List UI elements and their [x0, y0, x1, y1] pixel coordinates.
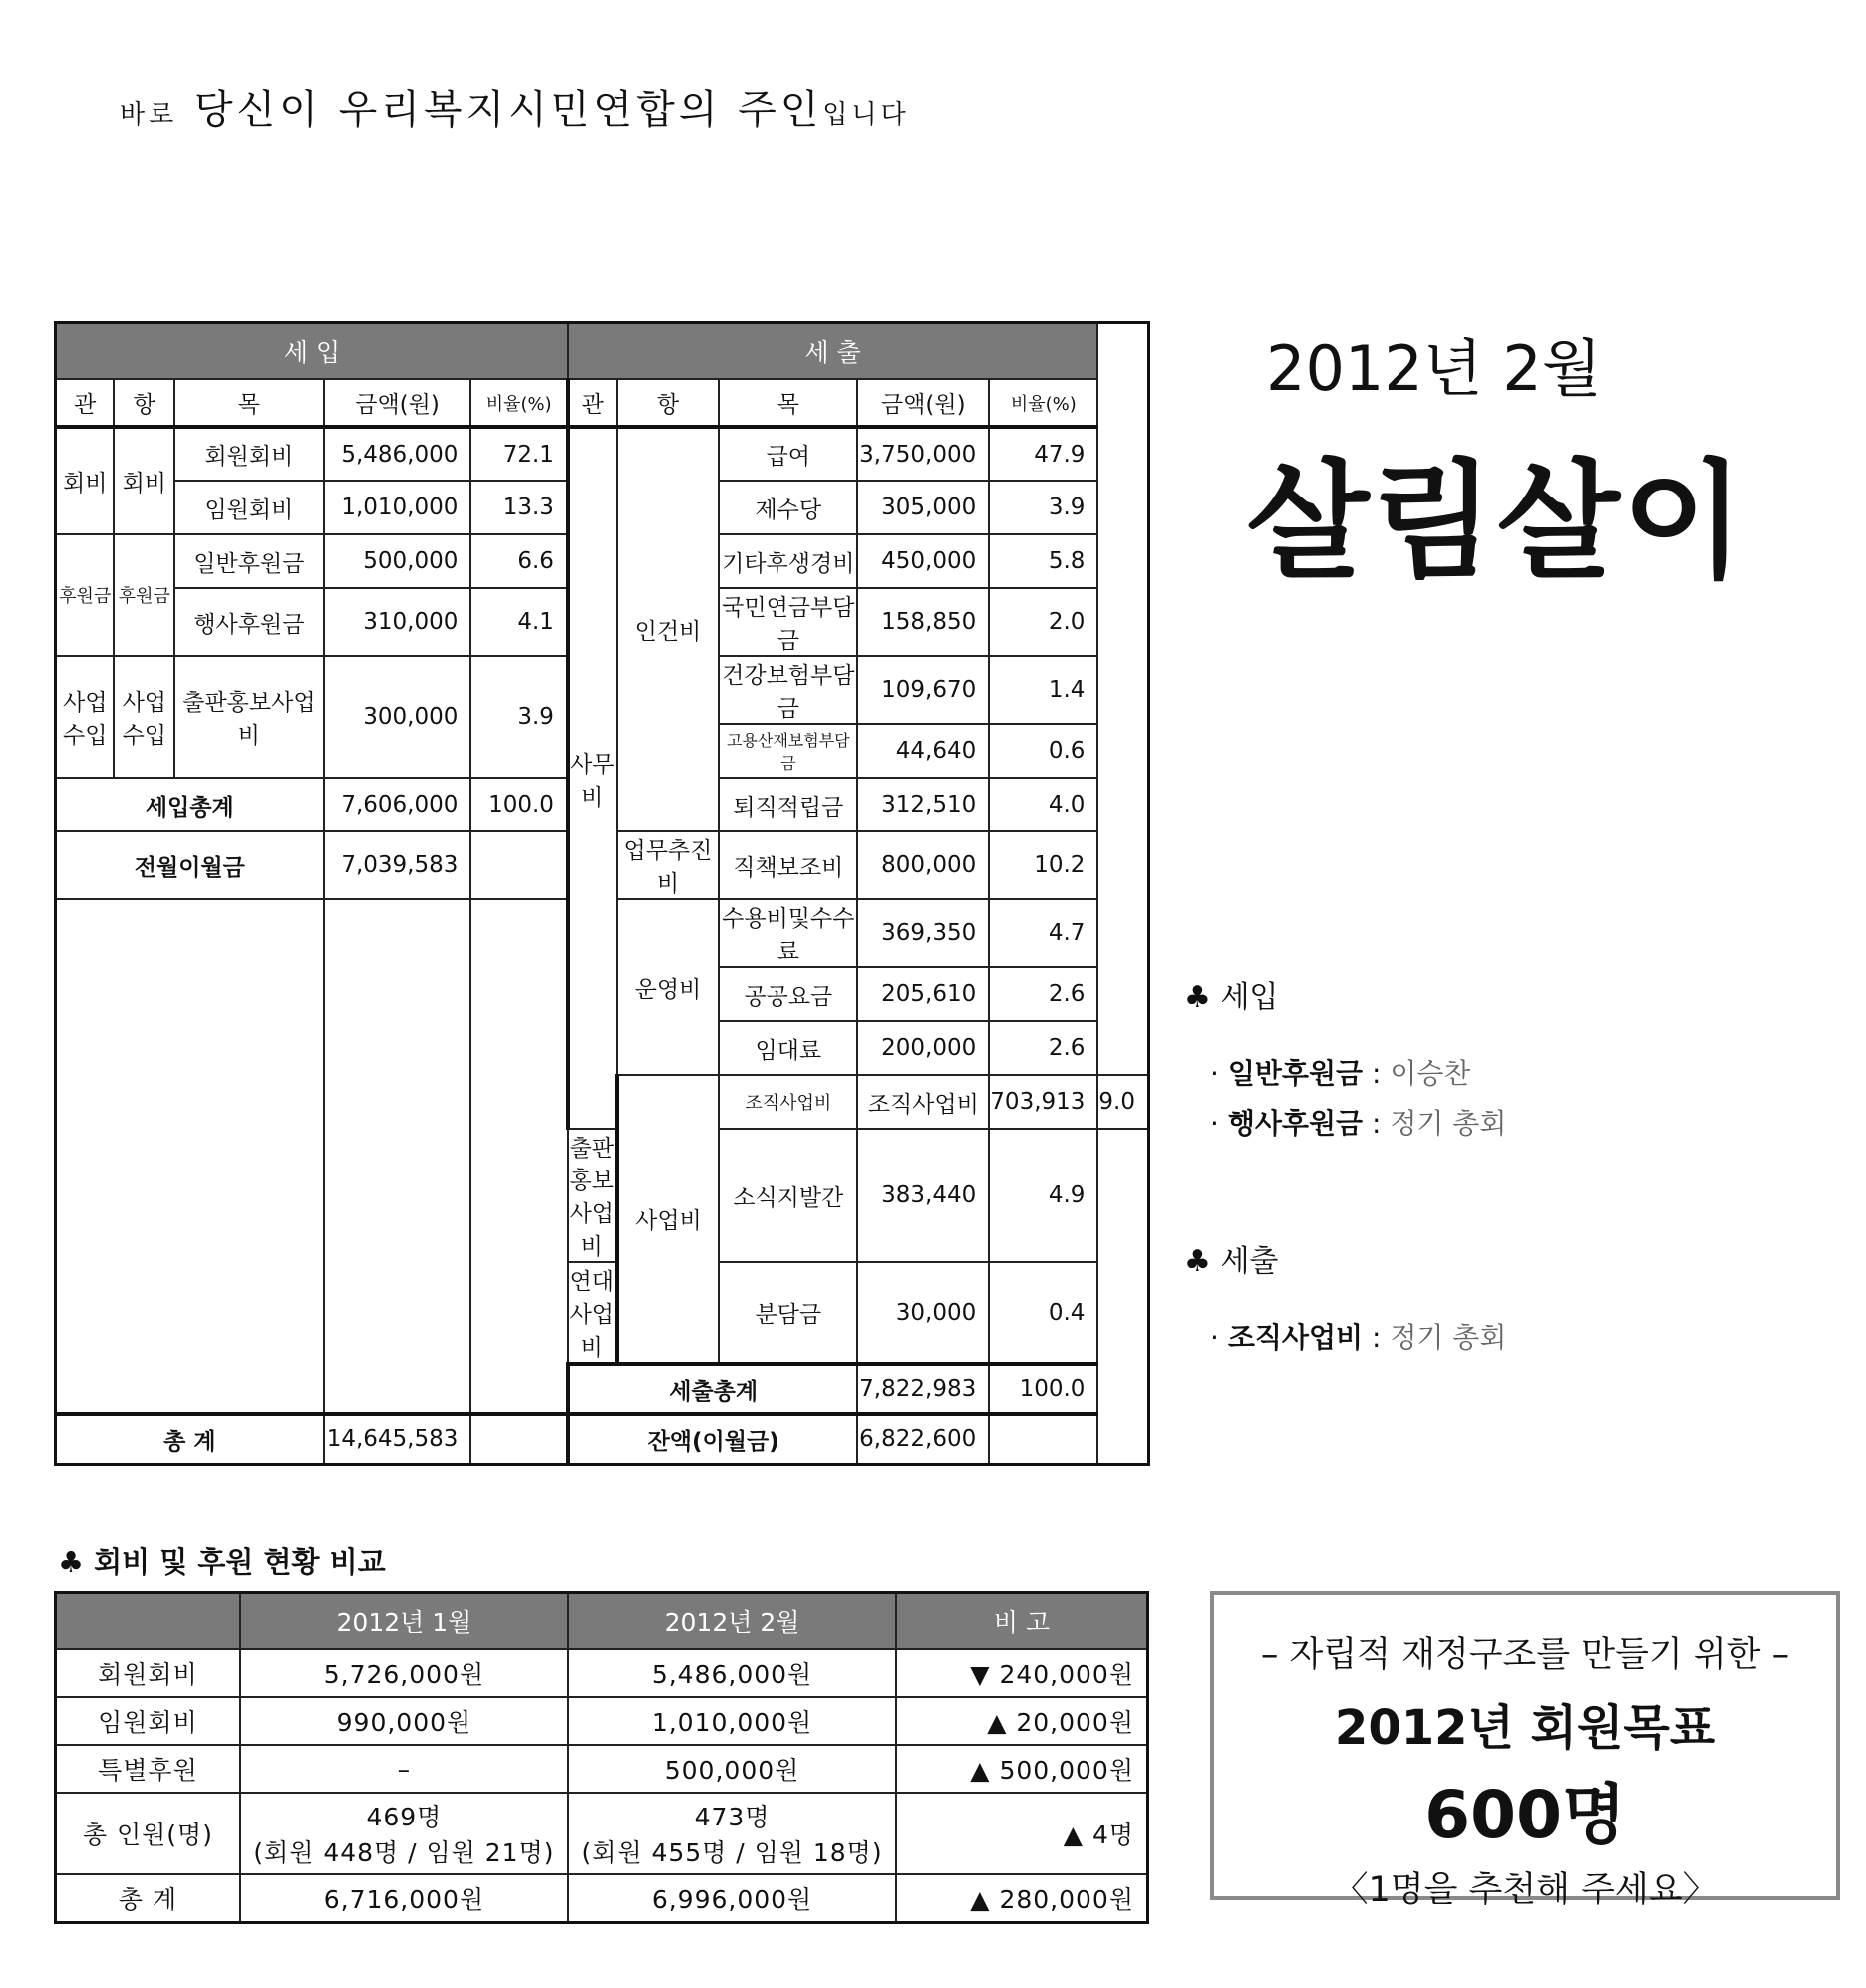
income-header: 세 입: [56, 323, 568, 380]
expense-ratio: 9.0: [1097, 1075, 1148, 1129]
expense-amount: 200,000: [857, 1021, 989, 1075]
row-label: 회원회비: [56, 1649, 240, 1697]
expense-header: 세 출: [568, 323, 1097, 380]
note-value: 정기 총회: [1390, 1107, 1507, 1140]
row-label: 특별후원: [56, 1745, 240, 1793]
expense-ratio: 4.7: [989, 899, 1097, 967]
goal-request: 〈1명을 추천해 주세요〉: [1333, 1870, 1717, 1910]
income-hang: 사업수입: [114, 656, 174, 778]
income-ratio: 3.9: [470, 656, 568, 778]
jan-value: 990,000원: [240, 1697, 568, 1745]
expense-ratio: 0.6: [989, 724, 1097, 778]
col-gwan: 관: [56, 379, 115, 427]
expense-mok: 급여: [719, 427, 857, 481]
feb-value: 5,486,000원: [568, 1649, 896, 1697]
expense-ratio: 4.9: [989, 1129, 1097, 1262]
col-amount: 금액(원): [857, 379, 989, 427]
income-ratio: 4.1: [470, 588, 568, 656]
expense-mok: 공공요금: [719, 967, 857, 1021]
income-amount: 310,000: [324, 588, 471, 656]
expense-ratio: 10.2: [989, 831, 1097, 899]
goal-number: 600명: [1424, 1777, 1626, 1853]
col-ratio: 비율(%): [470, 379, 568, 427]
carry-label: 전월이월금: [56, 831, 324, 899]
balance-label: 잔액(이월금): [568, 1414, 857, 1464]
note-value: ▲ 4명: [896, 1793, 1147, 1874]
expense-mok: 퇴직적립금: [719, 778, 857, 831]
tagline-part: 바로: [120, 100, 178, 130]
expense-mok: 건강보험부담금: [719, 656, 857, 724]
note-value: ▲ 20,000원: [896, 1697, 1147, 1745]
expense-hang: 업무추진비: [617, 831, 720, 899]
expense-ratio: 0.4: [989, 1262, 1097, 1364]
income-blank: [56, 899, 324, 1414]
row-label: 총 인원(명): [56, 1793, 240, 1874]
feb-count: 473명: [694, 1803, 771, 1831]
tagline-part: 주인: [738, 87, 823, 133]
table-row: [56, 1649, 1148, 1697]
note-value: 정기 총회: [1390, 1321, 1507, 1354]
expense-mok: 조직사업비: [857, 1075, 989, 1129]
table-row: [56, 1745, 1148, 1793]
jan-breakdown: (회원 448명 / 임원 21명): [253, 1838, 555, 1867]
grand-total-amount: 14,645,583: [324, 1414, 471, 1464]
compare-col-header: 2012년 1월: [240, 1593, 568, 1650]
income-total-ratio: 100.0: [470, 778, 568, 831]
goal-subtitle: – 자립적 재정구조를 만들기 위한 –: [1260, 1635, 1790, 1675]
compare-col-header: 2012년 2월: [568, 1593, 896, 1650]
note-sep: :: [1371, 1057, 1382, 1090]
expense-amount: 30,000: [857, 1262, 989, 1364]
note-key: 행사후원금: [1227, 1107, 1364, 1140]
expense-mok: 고용산재보험부담금: [719, 724, 857, 778]
expense-total-amount: 7,822,983: [857, 1364, 989, 1414]
col-hang: 항: [114, 379, 174, 427]
tagline-part: 입니다: [822, 100, 910, 130]
expense-mok: 기타후생경비: [719, 534, 857, 588]
expense-mok: 국민연금부담금: [719, 588, 857, 656]
jan-value: [240, 1793, 568, 1874]
tagline-part: 당신이: [193, 87, 322, 133]
feb-value: 1,010,000원: [568, 1697, 896, 1745]
expense-ratio: 5.8: [989, 534, 1097, 588]
table-row: [56, 1697, 1148, 1745]
income-blank: [324, 899, 471, 1414]
col-mok: 목: [719, 379, 857, 427]
table-row: [56, 1874, 1148, 1922]
compare-table: [54, 1591, 1149, 1924]
income-total-amount: 7,606,000: [324, 778, 471, 831]
report-title: 살림살이: [1246, 448, 1747, 596]
income-amount: 5,486,000: [324, 427, 471, 481]
compare-col-header: 비 고: [896, 1593, 1147, 1650]
expense-ratio: 2.6: [989, 967, 1097, 1021]
income-amount: 500,000: [324, 534, 471, 588]
expense-ratio: 2.0: [989, 588, 1097, 656]
expense-amount: 109,670: [857, 656, 989, 724]
income-notes-head: 세입: [1220, 980, 1279, 1015]
row-label: 총 계: [56, 1874, 240, 1922]
compare-col-header: [56, 1593, 240, 1650]
col-hang: 항: [617, 379, 720, 427]
jan-value: 5,726,000원: [240, 1649, 568, 1697]
expense-ratio: 47.9: [989, 427, 1097, 481]
income-ratio: 72.1: [470, 427, 568, 481]
expense-amount: 450,000: [857, 534, 989, 588]
expense-amount: 158,850: [857, 588, 989, 656]
col-amount: 금액(원): [324, 379, 471, 427]
income-gwan: 회비: [56, 427, 115, 534]
expense-amount: 205,610: [857, 967, 989, 1021]
income-notes: [1184, 972, 1506, 1142]
feb-breakdown: (회원 455명 / 임원 18명): [581, 1838, 883, 1867]
note-value: ▲ 500,000원: [896, 1745, 1147, 1793]
expense-amount: 3,750,000: [857, 427, 989, 481]
expense-ratio: 4.0: [989, 778, 1097, 831]
note-value: ▲ 280,000원: [896, 1874, 1147, 1922]
expense-amount: 703,913: [989, 1075, 1097, 1129]
grand-total-ratio: [470, 1414, 568, 1464]
expense-mok: 수용비및수수료: [719, 899, 857, 967]
carry-ratio: [470, 831, 568, 899]
expense-amount: 312,510: [857, 778, 989, 831]
bullet: ·: [1210, 1057, 1219, 1090]
jan-count: 469명: [366, 1803, 443, 1831]
col-gwan: 관: [568, 379, 617, 427]
income-amount: 1,010,000: [324, 481, 471, 534]
income-mok: 행사후원금: [174, 588, 324, 656]
note-sep: :: [1371, 1107, 1382, 1140]
note-value: 이승찬: [1390, 1057, 1471, 1090]
member-goal-box: [1210, 1591, 1840, 1910]
income-gwan: 후원금: [56, 534, 115, 656]
tagline: [120, 78, 910, 135]
income-total-label: 세입총계: [56, 778, 324, 831]
income-gwan: 사업수입: [56, 656, 115, 778]
expense-amount: 369,350: [857, 899, 989, 967]
income-mok: 임원회비: [174, 481, 324, 534]
compare-title: ♣ 회비 및 후원 현황 비교: [58, 1545, 386, 1579]
note-sep: :: [1371, 1321, 1382, 1354]
income-ratio: 6.6: [470, 534, 568, 588]
expense-notes: [1184, 1236, 1506, 1356]
jan-value: 6,716,000원: [240, 1874, 568, 1922]
expense-hang: 인건비: [617, 427, 720, 831]
jan-value: –: [240, 1745, 568, 1793]
carry-amount: 7,039,583: [324, 831, 471, 899]
income-hang: 후원금: [114, 534, 174, 656]
note-key: 조직사업비: [1227, 1321, 1364, 1354]
expense-amount: 800,000: [857, 831, 989, 899]
expense-ratio: 1.4: [989, 656, 1097, 724]
income-mok: 일반후원금: [174, 534, 324, 588]
expense-amount: 44,640: [857, 724, 989, 778]
income-blank: [470, 899, 568, 1414]
expense-hang: 출판홍보사업비: [568, 1129, 617, 1262]
expense-total-ratio: 100.0: [989, 1364, 1097, 1414]
expense-amount: 305,000: [857, 481, 989, 534]
club-icon: ♣: [1184, 1244, 1211, 1279]
expense-total-label: 세출총계: [568, 1364, 857, 1414]
club-icon: ♣: [1184, 980, 1211, 1015]
feb-value: 6,996,000원: [568, 1874, 896, 1922]
row-label: 임원회비: [56, 1697, 240, 1745]
note-key: 일반후원금: [1227, 1057, 1364, 1090]
feb-value: 500,000원: [568, 1745, 896, 1793]
income-amount: 300,000: [324, 656, 471, 778]
expense-amount: 383,440: [857, 1129, 989, 1262]
col-mok: 목: [174, 379, 324, 427]
expense-hang: 연대사업비: [568, 1262, 617, 1364]
income-ratio: 13.3: [470, 481, 568, 534]
feb-value: [568, 1793, 896, 1874]
income-mok: 출판홍보사업비: [174, 656, 324, 778]
expense-notes-head: 세출: [1220, 1244, 1279, 1279]
expense-mok: 임대료: [719, 1021, 857, 1075]
expense-mok: 직책보조비: [719, 831, 857, 899]
expense-mok: 소식지발간: [719, 1129, 857, 1262]
budget-table: [54, 321, 1150, 1466]
col-ratio: 비율(%): [989, 379, 1097, 427]
table-row: [56, 1793, 1148, 1874]
expense-gwan: 사업비: [617, 1075, 720, 1364]
expense-ratio: 2.6: [989, 1021, 1097, 1075]
report-date: 2012년 2월: [1266, 332, 1602, 405]
bullet: ·: [1210, 1321, 1219, 1354]
expense-hang: 조직사업비: [719, 1075, 857, 1129]
expense-ratio: 3.9: [989, 481, 1097, 534]
balance-ratio: [989, 1414, 1097, 1464]
goal-title: 2012년 회원목표: [1334, 1700, 1716, 1756]
expense-hang: 운영비: [617, 899, 720, 1075]
note-value: ▼ 240,000원: [896, 1649, 1147, 1697]
balance-amount: 6,822,600: [857, 1414, 989, 1464]
expense-mok: 제수당: [719, 481, 857, 534]
expense-mok: 분담금: [719, 1262, 857, 1364]
bullet: ·: [1210, 1107, 1219, 1140]
income-hang: 회비: [114, 427, 174, 534]
grand-total-label: 총 계: [56, 1414, 324, 1464]
income-mok: 회원회비: [174, 427, 324, 481]
tagline-part: 우리복지시민연합의: [338, 87, 722, 133]
expense-gwan: 사무비: [568, 427, 617, 1129]
